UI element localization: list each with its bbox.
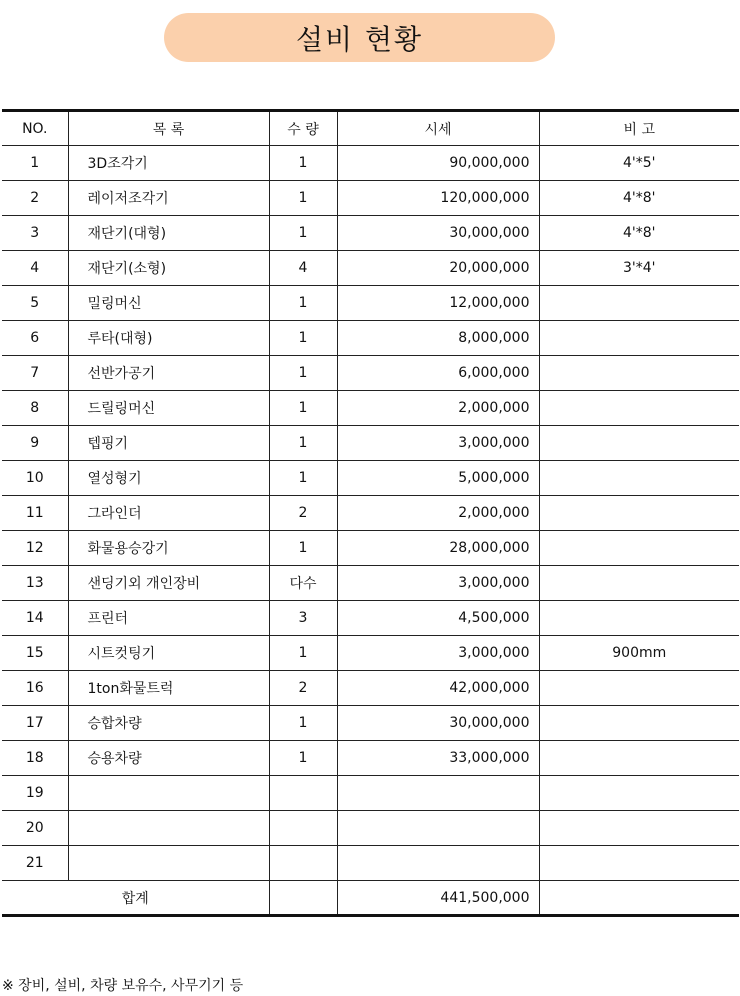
cell-price [337,811,539,846]
cell-qty: 1 [269,461,337,496]
cell-note [539,391,739,426]
cell-item: 재단기(대형) [68,216,269,251]
table-row [2,216,739,251]
header-qty: 수 량 [269,111,337,146]
table-row [2,741,739,776]
cell-note: 3'*4' [539,251,739,286]
cell-no: 21 [2,846,68,881]
cell-no: 16 [2,671,68,706]
cell-item: 승용차량 [68,741,269,776]
cell-item [68,776,269,811]
cell-qty: 1 [269,706,337,741]
table-row [2,846,739,881]
cell-no: 15 [2,636,68,671]
cell-qty: 1 [269,181,337,216]
cell-no: 1 [2,146,68,181]
cell-item: 텝핑기 [68,426,269,461]
cell-item: 루타(대형) [68,321,269,356]
cell-qty: 2 [269,671,337,706]
cell-item: 재단기(소형) [68,251,269,286]
cell-item: 밀링머신 [68,286,269,321]
cell-qty [269,846,337,881]
cell-note [539,356,739,391]
header-price: 시세 [337,111,539,146]
cell-no: 11 [2,496,68,531]
cell-price: 90,000,000 [337,146,539,181]
table-body [2,146,739,881]
cell-qty: 4 [269,251,337,286]
cell-note [539,426,739,461]
cell-item [68,846,269,881]
cell-price: 28,000,000 [337,531,539,566]
cell-price: 120,000,000 [337,181,539,216]
table-row [2,286,739,321]
cell-no: 6 [2,321,68,356]
cell-price: 42,000,000 [337,671,539,706]
cell-note [539,601,739,636]
cell-note [539,706,739,741]
cell-note: 900mm [539,636,739,671]
header-note: 비 고 [539,111,739,146]
table-row [2,531,739,566]
table-row [2,671,739,706]
cell-no: 20 [2,811,68,846]
cell-price: 2,000,000 [337,496,539,531]
cell-qty: 1 [269,741,337,776]
table-row [2,496,739,531]
cell-price: 8,000,000 [337,321,539,356]
page-title-text: 설비 현황 [295,22,424,56]
cell-qty: 다수 [269,566,337,601]
total-row [2,881,739,916]
cell-no: 13 [2,566,68,601]
cell-note [539,671,739,706]
cell-no: 3 [2,216,68,251]
cell-no: 9 [2,426,68,461]
cell-price: 3,000,000 [337,636,539,671]
cell-note [539,811,739,846]
table-row [2,776,739,811]
cell-price: 4,500,000 [337,601,539,636]
page-title [164,13,555,62]
cell-note: 4'*5' [539,146,739,181]
cell-qty: 1 [269,531,337,566]
total-label: 합계 [2,881,269,916]
cell-price: 2,000,000 [337,391,539,426]
cell-price: 6,000,000 [337,356,539,391]
cell-no: 19 [2,776,68,811]
cell-qty: 1 [269,286,337,321]
cell-no: 5 [2,286,68,321]
cell-no: 14 [2,601,68,636]
table-row [2,426,739,461]
cell-no: 10 [2,461,68,496]
cell-note [539,321,739,356]
cell-qty: 2 [269,496,337,531]
table-row [2,601,739,636]
cell-item: 승합차량 [68,706,269,741]
cell-qty: 1 [269,391,337,426]
cell-price: 5,000,000 [337,461,539,496]
cell-no: 7 [2,356,68,391]
cell-note [539,776,739,811]
cell-note [539,461,739,496]
cell-item: 시트컷팅기 [68,636,269,671]
cell-price: 30,000,000 [337,216,539,251]
table-row [2,461,739,496]
cell-price [337,846,539,881]
header-no: NO. [2,111,68,146]
cell-note [539,741,739,776]
header-item: 목 록 [68,111,269,146]
cell-note [539,566,739,601]
cell-item: 드릴링머신 [68,391,269,426]
cell-item: 화물용승강기 [68,531,269,566]
total-note [539,881,739,916]
cell-no: 4 [2,251,68,286]
cell-note [539,496,739,531]
cell-price: 20,000,000 [337,251,539,286]
cell-note [539,846,739,881]
cell-qty [269,776,337,811]
cell-no: 12 [2,531,68,566]
cell-qty [269,811,337,846]
table-row [2,321,739,356]
cell-qty: 1 [269,356,337,391]
cell-price: 30,000,000 [337,706,539,741]
cell-qty: 3 [269,601,337,636]
cell-qty: 1 [269,146,337,181]
cell-item: 3D조각기 [68,146,269,181]
table-row [2,811,739,846]
table-row [2,706,739,741]
cell-no: 17 [2,706,68,741]
cell-price: 33,000,000 [337,741,539,776]
cell-item: 레이저조각기 [68,181,269,216]
table-row [2,566,739,601]
cell-price: 3,000,000 [337,426,539,461]
cell-item [68,811,269,846]
cell-item: 열성형기 [68,461,269,496]
table-row [2,146,739,181]
total-price: 441,500,000 [337,881,539,916]
table-row [2,251,739,286]
equipment-table [2,109,739,917]
cell-qty: 1 [269,321,337,356]
cell-note: 4'*8' [539,181,739,216]
cell-price: 12,000,000 [337,286,539,321]
total-qty [269,881,337,916]
cell-price [337,776,539,811]
cell-item: 선반가공기 [68,356,269,391]
table-row [2,181,739,216]
cell-note: 4'*8' [539,216,739,251]
cell-qty: 1 [269,636,337,671]
cell-qty: 1 [269,216,337,251]
cell-no: 2 [2,181,68,216]
cell-no: 8 [2,391,68,426]
cell-item: 프린터 [68,601,269,636]
table-row [2,356,739,391]
table-row [2,636,739,671]
table-header-row [2,111,739,146]
cell-qty: 1 [269,426,337,461]
cell-item: 그라인더 [68,496,269,531]
cell-item: 샌딩기외 개인장비 [68,566,269,601]
cell-price: 3,000,000 [337,566,539,601]
table-row [2,391,739,426]
cell-note [539,286,739,321]
cell-item: 1ton화물트럭 [68,671,269,706]
cell-no: 18 [2,741,68,776]
footnote: ※ 장비, 설비, 차량 보유수, 사무기기 등 [2,978,244,994]
cell-note [539,531,739,566]
